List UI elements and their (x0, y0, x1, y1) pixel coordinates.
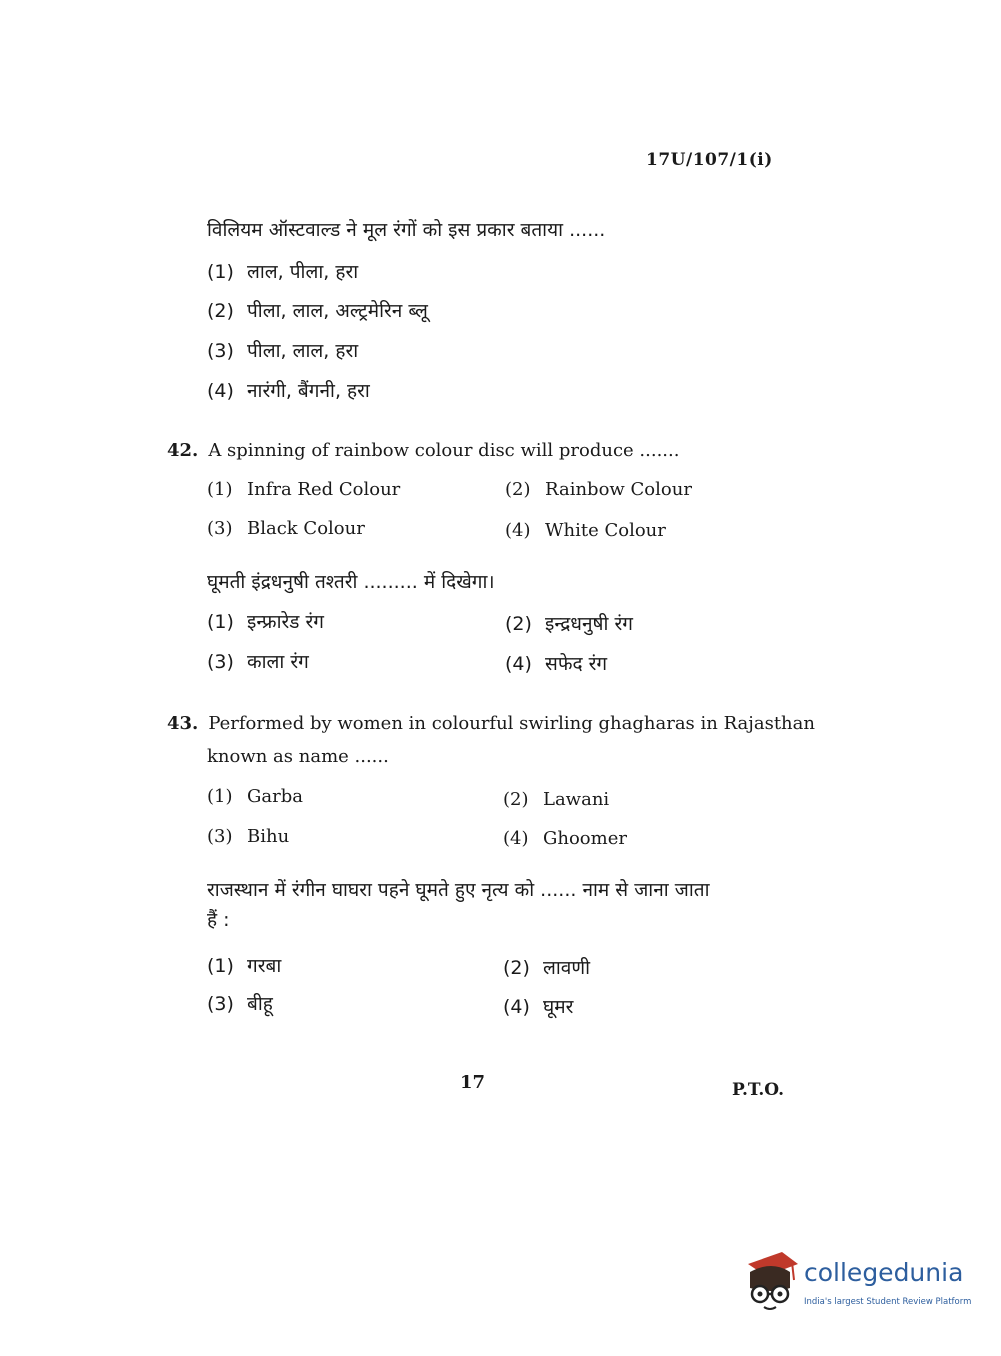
paper-code: 17U/107/1(i) (646, 150, 773, 170)
q43-hindi-question-line2: हैं : (207, 909, 230, 931)
q43-question-line2: known as name ...... (207, 746, 389, 767)
pto-label: P.T.O. (732, 1080, 784, 1100)
q43-hindi-option-2: (2) लावणी (503, 957, 591, 979)
q42-question: 42. A spinning of rainbow colour disc will produce ....... (167, 440, 680, 461)
q41-hindi-option-4: (4) नारंगी, बैंगनी, हरा (207, 380, 370, 402)
q42-hindi-option-3: (3) काला रंग (207, 651, 309, 673)
q42-hindi-option-1: (1) इन्फ्रारेड रंग (207, 611, 324, 633)
q43-hindi-option-4: (4) घूमर (503, 996, 574, 1018)
q43-number: 43. (167, 713, 199, 734)
q42-hindi-option-2: (2) इन्द्रधनुषी रंग (505, 613, 633, 635)
q41-hindi-option-2: (2) पीला, लाल, अल्ट्रमेरिन ब्लू (207, 300, 428, 322)
q43-option-1: (1) Garba (207, 786, 303, 807)
q43-option-2: (2) Lawani (503, 789, 610, 810)
q42-number: 42. (167, 440, 199, 461)
q41-hindi-question: विलियम ऑस्टवाल्ड ने मूल रंगों को इस प्रकार बताया ...... (207, 219, 606, 241)
q41-hindi-option-3: (3) पीला, लाल, हरा (207, 340, 359, 362)
student-mascot-icon (742, 1250, 800, 1314)
q42-hindi-option-4: (4) सफेद रंग (505, 653, 608, 675)
logo-name: collegedunia (804, 1258, 964, 1287)
q42-option-4: (4) White Colour (505, 520, 666, 541)
q42-option-2: (2) Rainbow Colour (505, 479, 692, 500)
q43-hindi-option-1: (1) गरबा (207, 955, 282, 977)
q42-option-1: (1) Infra Red Colour (207, 479, 401, 500)
q43-hindi-question-line1: राजस्थान में रंगीन घाघरा पहने घूमते हुए नृत्य को ...... नाम से जाना जाता (207, 879, 710, 901)
q43-hindi-option-3: (3) बीहू (207, 993, 273, 1015)
logo-tagline: India's largest Student Review Platform (804, 1297, 972, 1307)
q43-question-line1: 43. Performed by women in colourful swirling ghagharas in Rajasthan (167, 713, 815, 734)
collegedunia-logo (742, 1250, 972, 1320)
q43-option-3: (3) Bihu (207, 826, 290, 847)
q43-option-4: (4) Ghoomer (503, 828, 627, 849)
q41-hindi-option-1: (1) लाल, पीला, हरा (207, 261, 359, 283)
q42-hindi-question: घूमती इंद्रधनुषी तश्तरी ......... में दिखेगा। (207, 571, 495, 593)
page-number: 17 (460, 1072, 486, 1093)
q42-option-3: (3) Black Colour (207, 518, 365, 539)
